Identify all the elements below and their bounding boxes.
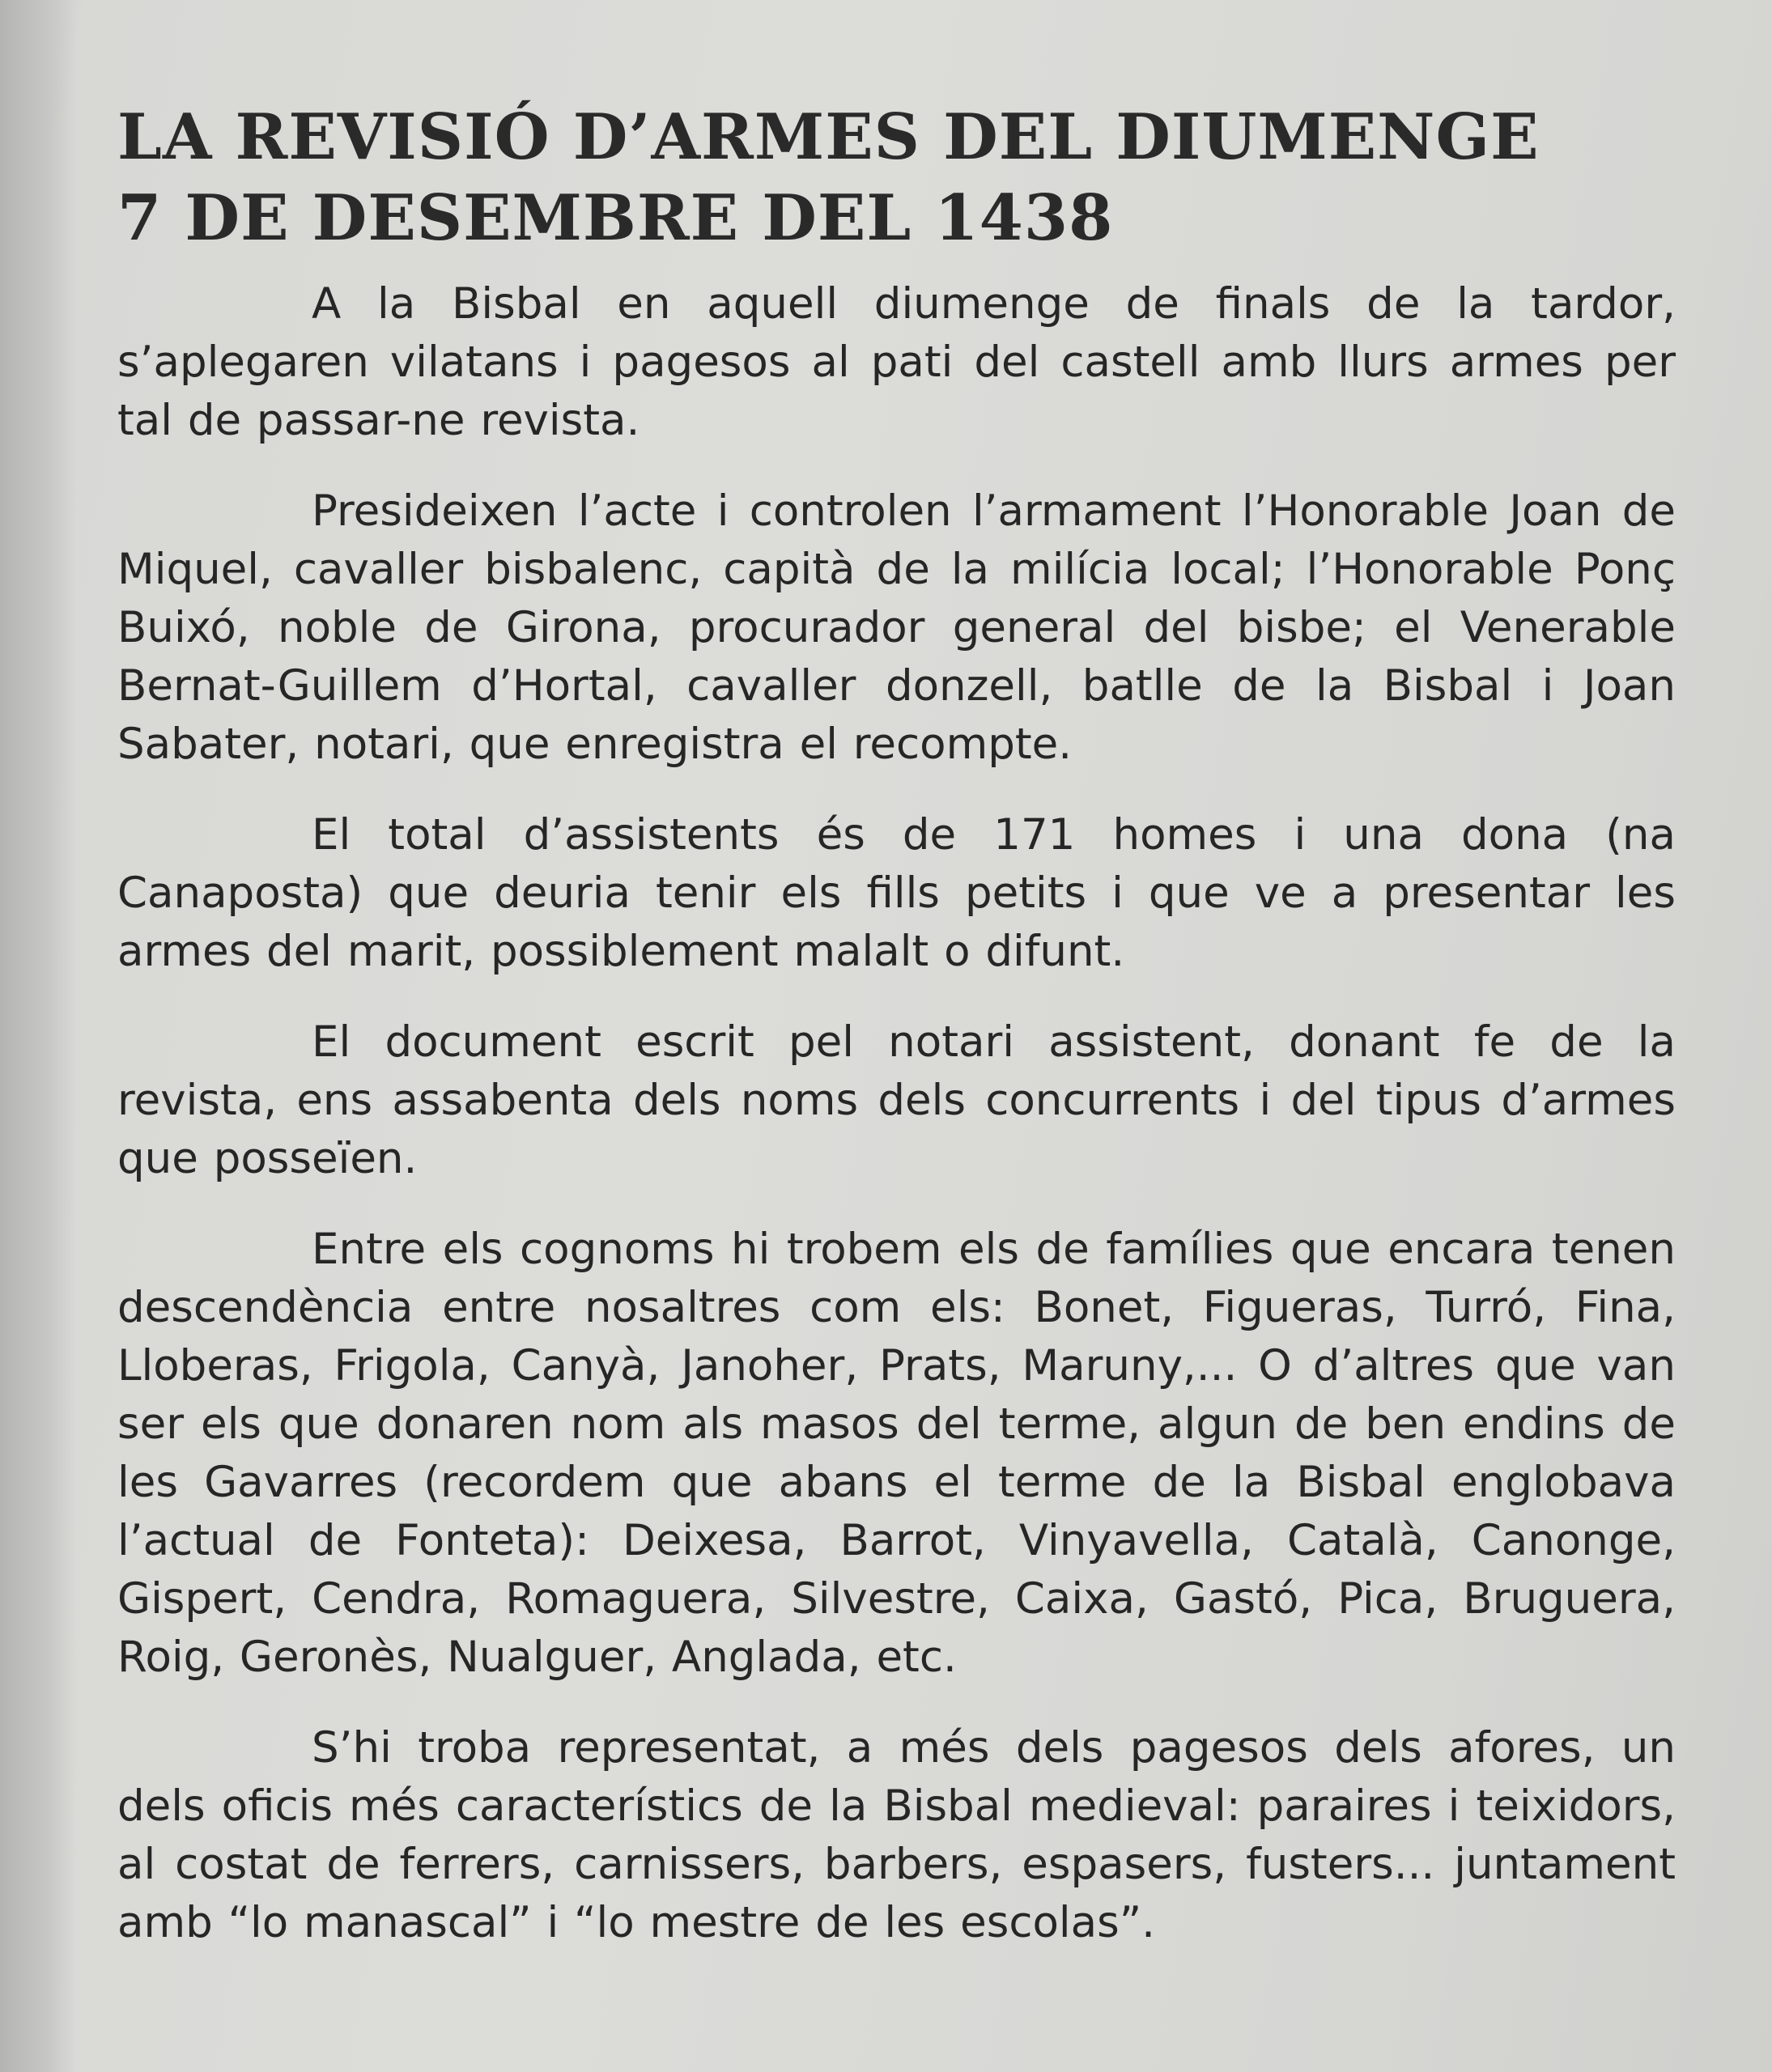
document-page [117,97,1676,1985]
page-gutter-shadow [0,0,77,2072]
paragraph-5: Entre els cognoms hi trobem els de famílies que encara tenen descendència entre nosaltres com els: Bonet, Figueras, Turró, Fina, Lloberas, Frigola, Canyà, Janoher, Prats, Maruny,... O d’altres que van ser els que donaren nom als masos del terme, algun de ben endins de les Gavarres (recordem que abans el terme de la Bisbal englobava l’actual de Fonteta): Deixesa, Barrot, Vinyavella, Català, Canonge, Gispert, Cendra, Romaguera, Silvestre, Caixa, Gastó, Pica, Bruguera, Roig, Geronès, Nualguer, Anglada, etc. [117,1225,1676,1682]
title-line-1: LA REVISIÓ D’ARMES DEL DIUMENGE [117,100,1540,174]
paragraph-1: A la Bisbal en aquell diumenge de finals de la tardor, s’aplegaren vilatans i pagesos al pati del castell amb llurs armes per tal de passar-ne revista. [117,279,1676,445]
paragraph-3: El total d’assistents és de 171 homes i una dona (na Canaposta) que deuria tenir els fills petits i que ve a presentar les armes del marit, possiblement malalt o difunt. [117,810,1676,976]
document-title [117,97,1676,259]
paragraph-6: S’hi troba representat, a més dels pagesos dels afores, un dels oficis més característics de la Bisbal medieval: paraires i teixidors, al costat de ferrers, carnissers, barbers, espasers, fusters... juntament amb “lo manascal” i “lo mestre de les escolas”. [117,1723,1676,1947]
paragraph-4: El document escrit pel notari assistent, donant fe de la revista, ens assabenta dels noms dels concurrents i del tipus d’armes que posseïen. [117,1017,1676,1183]
paragraph-2: Presideixen l’acte i controlen l’armament l’Honorable Joan de Miquel, cavaller bisbalenc, capità de la milícia local; l’Honorable Ponç Buixó, noble de Girona, procurador general del bisbe; el Venerable Bernat-Guillem d’Hortal, cavaller donzell, batlle de la Bisbal i Joan Sabater, notari, que enregistra el recompte. [117,486,1676,769]
title-line-2: 7 DE DESEMBRE DEL 1438 [117,181,1114,255]
